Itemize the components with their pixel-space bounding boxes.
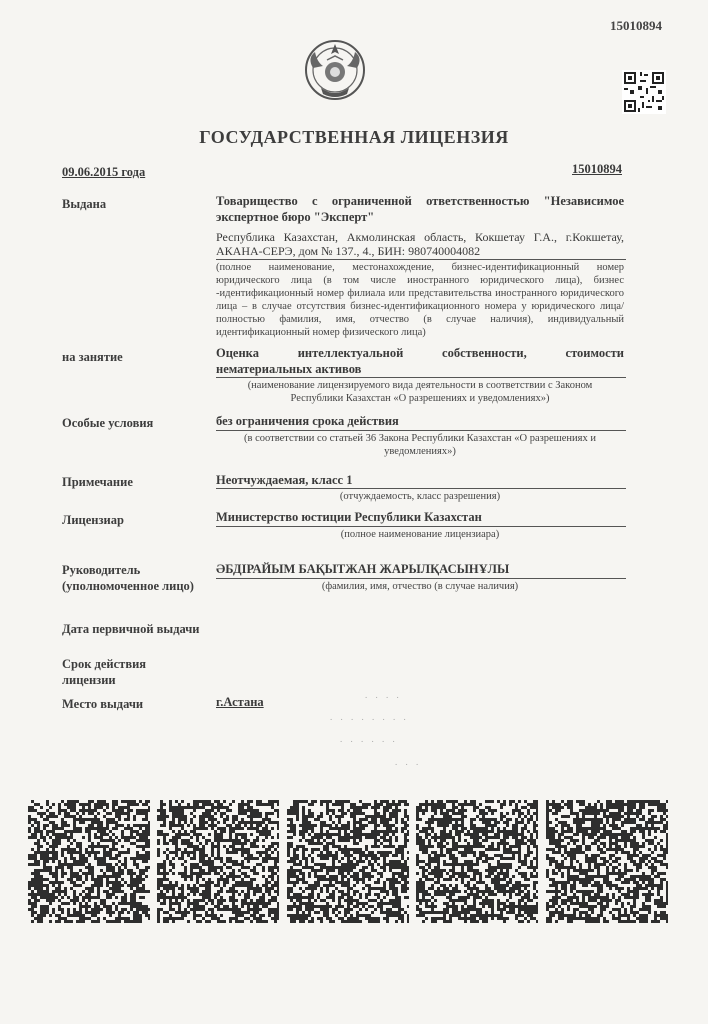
head-label-line1: Руководитель [62, 563, 141, 577]
validity-label-line2: лицензии [62, 673, 116, 687]
digital-signature-block [28, 800, 676, 923]
licensee-name-line2: экспертное бюро "Эксперт" [216, 210, 375, 224]
special-conditions-underline [216, 430, 626, 431]
faint-speck: . . . [395, 757, 422, 767]
note-value: Неотчуждаемая, класс 1 [216, 473, 353, 487]
note-underline [216, 488, 626, 489]
activity-hint-line1: (наименование лицензируемого вида деятельности в соответствии с Законом [247, 380, 593, 391]
head-value: ӘБДІРАЙЫМ БАҚЫТЖАН ЖАРЫЛҚАСЫНҰЛЫ [216, 562, 510, 576]
licensee-address-line2: АКАНА-СЕРЭ, дом № 137., 4., БИН: 980740004082 [216, 244, 481, 258]
state-emblem-icon [303, 38, 367, 102]
licensor-value: Министерство юстиции Республики Казахстан [216, 510, 482, 524]
head-hint: (фамилия, имя, отчество (в случае наличия) [321, 581, 519, 592]
note-label: Примечание [62, 475, 133, 489]
signature-stamp [28, 800, 150, 923]
activity-value-line2: нематериальных активов [216, 362, 362, 376]
special-conditions-value: без ограничения срока действия [216, 414, 399, 428]
licensee-address-line1: Республика Казахстан, Акмолинская область, Кокшетау Г.А., г.Кокшетау, [216, 230, 624, 244]
issued-to-underline [216, 259, 626, 260]
issued-to-label: Выдана [62, 197, 107, 211]
license-number: 15010894 [572, 162, 622, 176]
faint-speck: . . . . [365, 690, 402, 700]
note-hint: (отчуждаемость, класс разрешения) [339, 491, 501, 502]
licensor-label: Лицензиар [62, 513, 124, 527]
licensor-hint: (полное наименование лицензиара) [340, 529, 500, 540]
licensee-name-line1: Товарищество с ограниченной ответственностью "Независимое [216, 194, 624, 208]
licensor-underline [216, 526, 626, 527]
head-underline [216, 578, 626, 579]
signature-stamp [546, 800, 668, 923]
document-title: ГОСУДАРСТВЕННАЯ ЛИЦЕНЗИЯ [199, 127, 509, 147]
faint-speck: . . . . . . . . [330, 712, 409, 722]
issued-to-hint: (полное наименование, местонахождение, бизнес-идентификационный номер юридического лица (в том числе иностранного юридического лица), бизнес -идентификационный номер филиала или представительства иностранного юридического лица – в случае отсутствия бизнес-идентификационного номера у юридического лица/полностью фамилия, имя, отчество (в случае наличия), индивидуальный идентификационный номер физического лица) [216, 262, 624, 338]
validity-label-line1: Срок действия [62, 657, 147, 671]
place-label: Место выдачи [62, 697, 144, 711]
first-issue-label: Дата первичной выдачи [62, 622, 200, 636]
place-value: г.Астана [216, 695, 264, 709]
signature-stamp [416, 800, 538, 923]
signature-stamp [287, 800, 409, 923]
document-number-top: 15010894 [610, 18, 662, 33]
special-conditions-label: Особые условия [62, 416, 154, 430]
special-conditions-hint-line2: уведомлениях») [384, 446, 456, 457]
activity-value-line1: Оценка интеллектуальной собственности, стоимости [216, 346, 624, 360]
faint-speck: . . . . . . [340, 734, 398, 744]
signature-stamp [157, 800, 279, 923]
special-conditions-hint-line1: (в соответствии со статьей 36 Закона Республики Казахстан «О разрешениях и [244, 433, 596, 444]
activity-hint-line2: Республики Казахстан «О разрешениях и уведомлениях») [290, 393, 550, 404]
activity-underline [216, 377, 626, 378]
issue-date: 09.06.2015 года [62, 165, 146, 179]
head-label-line2: (уполномоченное лицо) [62, 579, 194, 593]
qr-code [622, 70, 666, 114]
activity-label: на занятие [62, 350, 123, 364]
